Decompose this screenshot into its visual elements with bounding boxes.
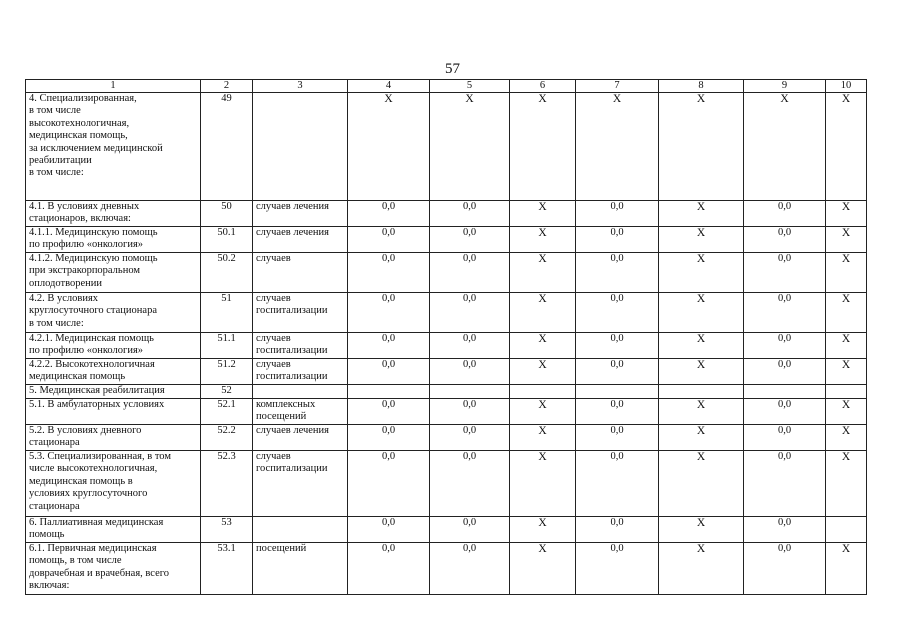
unit-cell: посещений [253, 543, 348, 595]
column-header: 2 [201, 80, 253, 93]
value-cell: X [826, 359, 867, 385]
value-cell: X [659, 543, 744, 595]
column-header: 4 [348, 80, 430, 93]
value-cell: 0,0 [348, 451, 430, 517]
value-cell: 0,0 [430, 227, 510, 253]
value-cell: 0,0 [348, 253, 430, 293]
value-cell: 0,0 [348, 399, 430, 425]
value-cell: 0,0 [348, 227, 430, 253]
value-cell: 0,0 [430, 543, 510, 595]
indicator-cell: 4.2. В условиях круглосуточного стационара в том числе: [26, 293, 201, 333]
value-cell: 0,0 [348, 333, 430, 359]
row-code-cell: 49 [201, 93, 253, 201]
table-row [26, 399, 867, 425]
value-cell: X [659, 359, 744, 385]
unit-cell: случаев лечения [253, 227, 348, 253]
value-cell: X [659, 333, 744, 359]
value-cell: X [659, 227, 744, 253]
indicator-cell: 6.1. Первичная медицинская помощь, в том числе доврачебная и врачебная, всего включая: [26, 543, 201, 595]
unit-cell: случаев лечения [253, 201, 348, 227]
value-cell: 0,0 [744, 451, 826, 517]
indicator-cell: 5.2. В условиях дневного стационара [26, 425, 201, 451]
value-cell: X [510, 451, 576, 517]
value-cell: X [659, 425, 744, 451]
value-cell: 0,0 [576, 517, 659, 543]
value-cell: 0,0 [430, 425, 510, 451]
value-cell: X [659, 201, 744, 227]
indicator-cell: 5.3. Специализированная, в том числе высокотехнологичная, медицинская помощь в условиях круглосуточного стационара [26, 451, 201, 517]
table-row [26, 93, 867, 201]
unit-cell: случаев [253, 253, 348, 293]
value-cell: 0,0 [576, 333, 659, 359]
value-cell: X [659, 293, 744, 333]
indicator-cell: 4.2.2. Высокотехнологичная медицинская помощь [26, 359, 201, 385]
value-cell: 0,0 [744, 253, 826, 293]
value-cell: 0,0 [576, 201, 659, 227]
column-header: 10 [826, 80, 867, 93]
column-header: 1 [26, 80, 201, 93]
row-code-cell: 52.3 [201, 451, 253, 517]
value-cell [510, 385, 576, 399]
row-code-cell: 50 [201, 201, 253, 227]
value-cell: X [826, 333, 867, 359]
value-cell: 0,0 [744, 227, 826, 253]
value-cell: 0,0 [430, 333, 510, 359]
value-cell: 0,0 [348, 293, 430, 333]
value-cell: 0,0 [576, 293, 659, 333]
column-header: 5 [430, 80, 510, 93]
header-row [26, 80, 867, 93]
unit-cell [253, 517, 348, 543]
row-code-cell: 52.1 [201, 399, 253, 425]
unit-cell: случаев госпитализации [253, 293, 348, 333]
indicator-cell: 4. Специализированная, в том числе высокотехнологичная, медицинская помощь, за исключением медицинской реабилитации в том числе: [26, 93, 201, 201]
value-cell: 0,0 [430, 201, 510, 227]
indicator-cell: 4.1. В условиях дневных стационаров, включая: [26, 201, 201, 227]
value-cell: 0,0 [348, 359, 430, 385]
value-cell: 0,0 [744, 399, 826, 425]
value-cell: 0,0 [430, 359, 510, 385]
column-header: 7 [576, 80, 659, 93]
unit-cell: случаев лечения [253, 425, 348, 451]
column-header: 8 [659, 80, 744, 93]
row-code-cell: 51 [201, 293, 253, 333]
value-cell: X [826, 201, 867, 227]
row-code-cell: 51.2 [201, 359, 253, 385]
value-cell: 0,0 [744, 201, 826, 227]
value-cell: X [430, 93, 510, 201]
value-cell: X [510, 517, 576, 543]
value-cell: X [826, 227, 867, 253]
column-header: 9 [744, 80, 826, 93]
row-code-cell: 50.1 [201, 227, 253, 253]
value-cell [826, 385, 867, 399]
column-header: 6 [510, 80, 576, 93]
value-cell: X [348, 93, 430, 201]
row-code-cell: 52 [201, 385, 253, 399]
value-cell: X [510, 93, 576, 201]
value-cell: 0,0 [430, 253, 510, 293]
row-code-cell: 50.2 [201, 253, 253, 293]
value-cell: X [510, 425, 576, 451]
value-cell: 0,0 [348, 425, 430, 451]
value-cell: X [744, 93, 826, 201]
page-number: 57 [445, 61, 460, 77]
value-cell: X [659, 399, 744, 425]
value-cell: 0,0 [576, 543, 659, 595]
value-cell: X [510, 333, 576, 359]
value-cell: X [826, 425, 867, 451]
value-cell: 0,0 [744, 359, 826, 385]
statistics-table [25, 79, 867, 595]
value-cell: 0,0 [576, 359, 659, 385]
unit-cell: случаев госпитализации [253, 333, 348, 359]
indicator-cell: 5. Медицинская реабилитация [26, 385, 201, 399]
unit-cell [253, 93, 348, 201]
value-cell: 0,0 [348, 543, 430, 595]
indicator-cell: 4.1.2. Медицинскую помощь при экстракорпоральном оплодотворении [26, 253, 201, 293]
value-cell: 0,0 [744, 543, 826, 595]
value-cell: 0,0 [744, 425, 826, 451]
value-cell: X [659, 253, 744, 293]
row-code-cell: 53 [201, 517, 253, 543]
indicator-cell: 4.1.1. Медицинскую помощь по профилю «онкология» [26, 227, 201, 253]
indicator-cell: 4.2.1. Медицинская помощь по профилю «онкология» [26, 333, 201, 359]
value-cell: 0,0 [430, 399, 510, 425]
value-cell: X [510, 253, 576, 293]
table-row [26, 359, 867, 385]
table-row [26, 543, 867, 595]
value-cell: 0,0 [576, 399, 659, 425]
value-cell [348, 385, 430, 399]
table-row [26, 451, 867, 517]
value-cell: X [510, 201, 576, 227]
unit-cell: случаев госпитализации [253, 359, 348, 385]
value-cell: 0,0 [348, 201, 430, 227]
value-cell: X [826, 543, 867, 595]
value-cell: 0,0 [430, 293, 510, 333]
unit-cell: комплексных посещений [253, 399, 348, 425]
value-cell: X [510, 227, 576, 253]
value-cell: X [510, 543, 576, 595]
table-row [26, 425, 867, 451]
value-cell: 0,0 [576, 425, 659, 451]
value-cell: 0,0 [576, 253, 659, 293]
table-row [26, 293, 867, 333]
indicator-cell: 5.1. В амбулаторных условиях [26, 399, 201, 425]
value-cell: 0,0 [430, 451, 510, 517]
value-cell: 0,0 [576, 451, 659, 517]
value-cell [576, 385, 659, 399]
value-cell: 0,0 [744, 293, 826, 333]
table-row [26, 333, 867, 359]
table-row [26, 227, 867, 253]
value-cell: X [576, 93, 659, 201]
value-cell: X [659, 451, 744, 517]
value-cell: X [826, 293, 867, 333]
value-cell: X [826, 253, 867, 293]
table-row [26, 385, 867, 399]
table-row [26, 253, 867, 293]
value-cell: X [510, 399, 576, 425]
value-cell: 0,0 [430, 517, 510, 543]
value-cell: 0,0 [576, 227, 659, 253]
value-cell: X [510, 359, 576, 385]
unit-cell [253, 385, 348, 399]
row-code-cell: 53.1 [201, 543, 253, 595]
value-cell: X [510, 293, 576, 333]
value-cell: X [659, 517, 744, 543]
row-code-cell: 52.2 [201, 425, 253, 451]
row-code-cell: 51.1 [201, 333, 253, 359]
table-row [26, 201, 867, 227]
value-cell: 0,0 [744, 333, 826, 359]
value-cell: X [659, 93, 744, 201]
indicator-cell: 6. Паллиативная медицинская помощь [26, 517, 201, 543]
value-cell: 0,0 [348, 517, 430, 543]
value-cell: X [826, 93, 867, 201]
value-cell [826, 517, 867, 543]
value-cell: 0,0 [744, 517, 826, 543]
value-cell [744, 385, 826, 399]
table-row [26, 517, 867, 543]
value-cell [659, 385, 744, 399]
unit-cell: случаев госпитализации [253, 451, 348, 517]
value-cell: X [826, 399, 867, 425]
value-cell [430, 385, 510, 399]
value-cell: X [826, 451, 867, 517]
column-header: 3 [253, 80, 348, 93]
